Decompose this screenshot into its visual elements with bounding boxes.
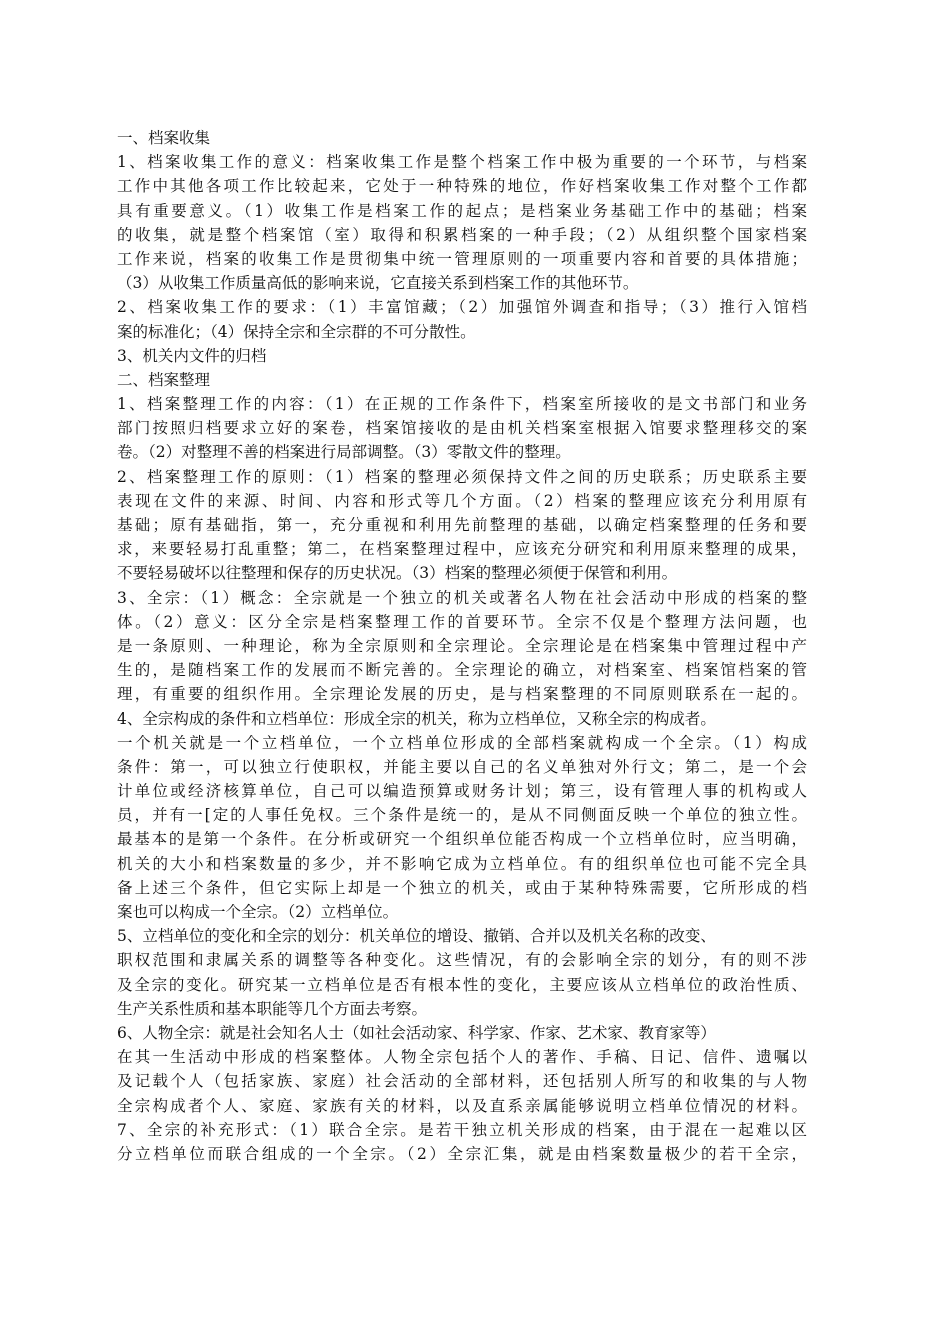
text-line: 3、全宗：（1）概念：全宗就是一个独立的机关或著名人物在社会活动中形成的档案的整 <box>117 588 807 607</box>
text-line: 备上述三个条件，但它实际上却是一个独立的机关，或由于某种特殊需要，它所形成的档 <box>117 878 807 897</box>
text-line: 基础；原有基础指，第一，充分重视和利用先前整理的基础，以确定档案整理的任务和要 <box>117 516 807 534</box>
text-line: 一、档案收集 <box>117 129 211 147</box>
text-line: 理，有重要的组织作用。全宗理论发展的历史，是与档案整理的不同原则联系在一起的。 <box>117 685 807 704</box>
text-line: （3）从收集工作质量高低的影响来说，它直接关系到档案工作的其他环节。 <box>117 274 639 293</box>
text-line: 卷。（2）对整理不善的档案进行局部调整。（3）零散文件的整理。 <box>117 443 571 462</box>
text-line: 不要轻易破坏以往整理和保存的历史状况。（3）档案的整理必须便于保管和利用。 <box>117 564 678 583</box>
document-body <box>117 126 807 1166</box>
text-line: 3、机关内文件的归档 <box>117 346 267 365</box>
text-line: 5、立档单位的变化和全宗的划分：机关单位的增设、撤销、合并以及机关名称的改变、 <box>117 927 716 946</box>
text-line: 部门按照归档要求立好的案卷，档案馆接收的是由机关档案室根据入馆要求整理移交的案 <box>117 419 807 438</box>
text-line: 全宗构成者个人、家庭、家族有关的材料，以及直系亲属能够说明立档单位情况的材料。 <box>117 1096 807 1115</box>
text-line: 体。（2）意义：区分全宗是档案整理工作的首要环节。全宗不仅是个整理方法问题，也 <box>117 612 807 631</box>
text-line: 计单位或经济核算单位，自己可以编造预算或财务计划；第三，设有管理人事的机构或人 <box>117 782 807 801</box>
text-line: 及记载个人（包括家族、家庭）社会活动的全部材料，还包括别人所写的和收集的与人物 <box>117 1072 807 1091</box>
text-line: 表现在文件的来源、时间、内容和形式等几个方面。（2）档案的整理应该充分利用原有 <box>117 491 807 510</box>
text-line: 机关的大小和档案数量的多少，并不影响它成为立档单位。有的组织单位也可能不完全具 <box>117 854 807 873</box>
text-line: 具有重要意义。（1）收集工作是档案工作的起点；是档案业务基础工作中的基础；档案 <box>117 201 807 220</box>
text-line: 最基本的是第一个条件。在分析或研究一个组织单位能否构成一个立档单位时，应当明确， <box>117 830 807 849</box>
text-line: 二、档案整理 <box>117 370 211 389</box>
text-line: 7、全宗的补充形式：（1）联合全宗。是若干独立机关形成的档案，由于混在一起难以区 <box>117 1120 807 1139</box>
text-line: 在其一生活动中形成的档案整体。人物全宗包括个人的著作、手稿、日记、信件、遗嘱以 <box>117 1048 807 1067</box>
text-line: 1、档案收集工作的意义：档案收集工作是整个档案工作中极为重要的一个环节，与档案 <box>117 153 807 172</box>
text-line: 一个机关就是一个立档单位，一个立档单位形成的全部档案就构成一个全宗。（1）构成 <box>117 733 807 752</box>
text-line: 工作来说，档案的收集工作是贯彻集中统一管理原则的一项重要内容和首要的具体措施； <box>117 249 807 268</box>
text-line: 工作中其他各项工作比较起来，它处于一种特殊的地位，作好档案收集工作对整个工作都 <box>117 177 807 196</box>
text-line: 1、档案整理工作的内容：（1）在正规的工作条件下，档案室所接收的是文书部门和业务 <box>117 395 807 414</box>
text-line: 2、档案收集工作的要求：（1）丰富馆藏；（2）加强馆外调查和指导；（3）推行入馆档 <box>117 298 807 317</box>
text-line: 案也可以构成一个全宗。（2）立档单位。 <box>117 903 399 921</box>
text-line: 6、人物全宗：就是社会知名人士（如社会活动家、科学家、作家、艺术家、教育家等） <box>117 1023 716 1042</box>
text-line: 2、档案整理工作的原则：（1）档案的整理必须保持文件之间的历史联系；历史联系主要 <box>117 467 807 486</box>
text-line: 求，来要轻易打乱重整；第二，在档案整理过程中，应该充分研究和利用原来整理的成果， <box>117 540 807 559</box>
text-line: 员，并有一[定的人事任免权。三个条件是统一的，是从不同侧面反映一个单位的独立性。 <box>117 806 807 825</box>
text-line: 职权范围和隶属关系的调整等各种变化。这些情况，有的会影响全宗的划分，有的则不涉 <box>117 951 807 970</box>
text-line: 分立档单位而联合组成的一个全宗。（2）全宗汇集，就是由档案数量极少的若干全宗， <box>117 1144 807 1163</box>
text-line: 案的标准化；（4）保持全宗和全宗群的不可分散性。 <box>117 322 476 341</box>
text-line: 及全宗的变化。研究某一立档单位是否有根本性的变化，主要应该从立档单位的政治性质、 <box>117 975 807 994</box>
text-line: 的收集，就是整个档案馆（室）取得和积累档案的一种手段；（2）从组织整个国家档案 <box>117 225 807 244</box>
text-line: 是一条原则、一种理论，称为全宗原则和全宗理论。全宗理论是在档案集中管理过程中产 <box>117 636 807 655</box>
text-line: 生的，是随档案工作的发展而不断完善的。全宗理论的确立，对档案室、档案馆档案的管 <box>117 661 807 680</box>
text-line: 条件：第一，可以独立行使职权，并能主要以自己的名义单独对外行文；第二，是一个会 <box>117 757 807 776</box>
text-line: 4、全宗构成的条件和立档单位：形成全宗的机关，称为立档单位，又称全宗的构成者。 <box>117 709 716 728</box>
text-line: 生产关系性质和基本职能等几个方面去考察。 <box>117 999 428 1018</box>
